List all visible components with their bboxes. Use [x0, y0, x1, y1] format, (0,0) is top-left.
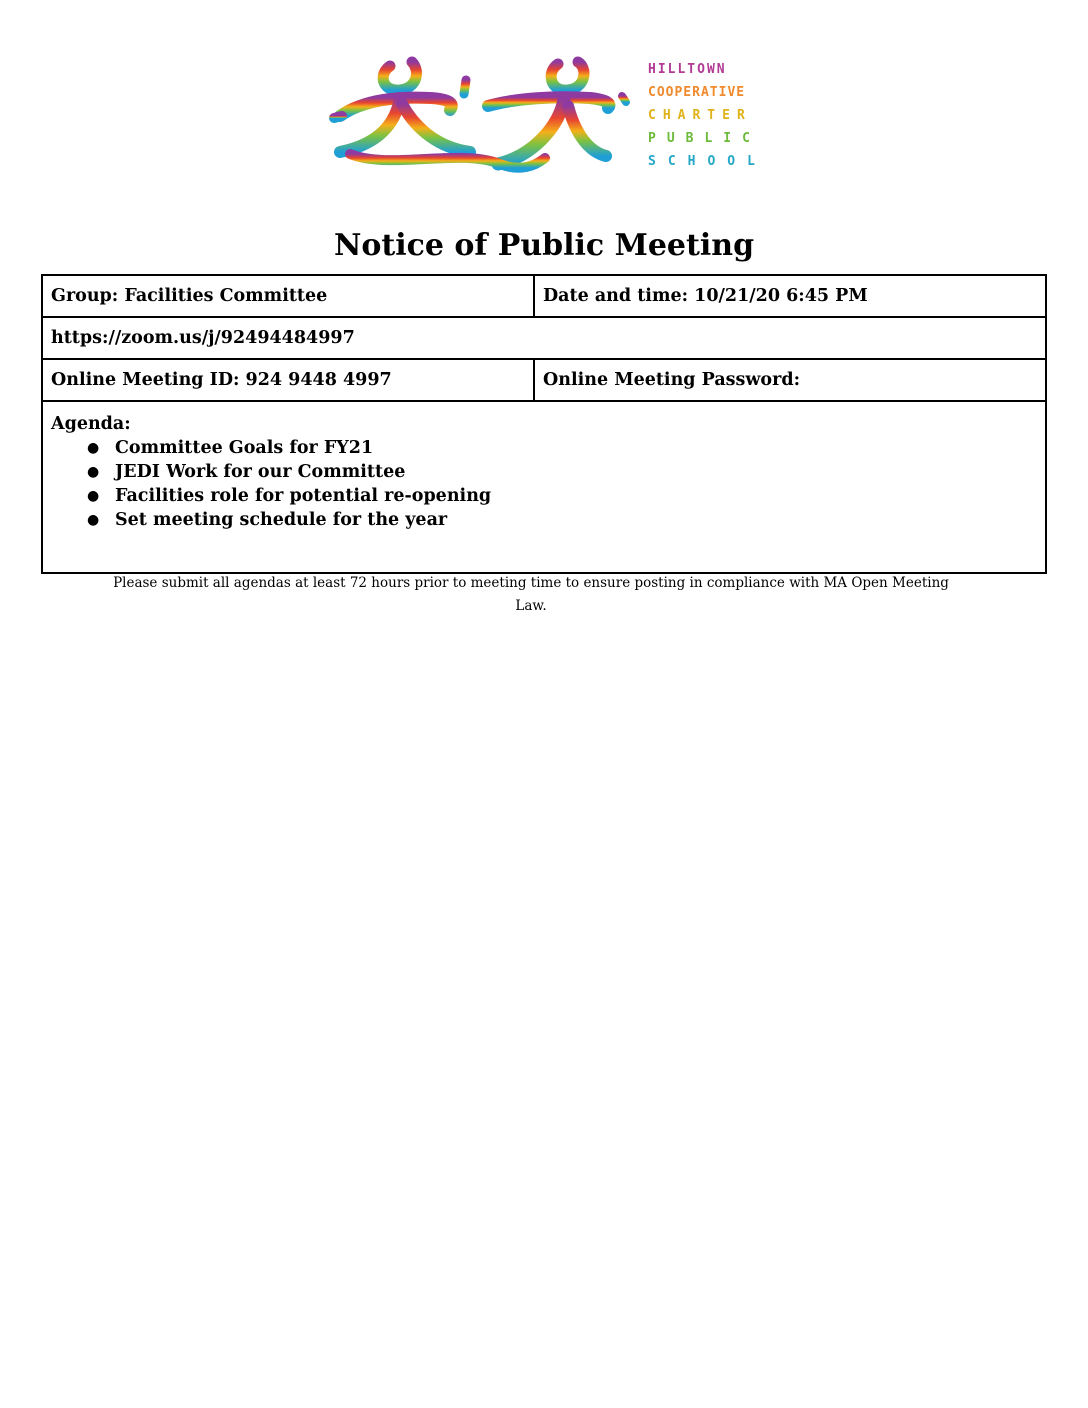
zoom-link[interactable]: https://zoom.us/j/92494484997: [42, 317, 1046, 359]
meeting-details-table: [41, 274, 1047, 574]
table-row: [42, 359, 1046, 401]
page-title: Notice of Public Meeting: [333, 228, 755, 263]
bullet-icon: ●: [87, 440, 100, 456]
agenda-item-text: Facilities role for potential re-opening: [115, 486, 492, 506]
logo-line-charter: CHARTER: [648, 108, 752, 123]
group-cell: Group: Facilities Committee: [42, 275, 534, 317]
meeting-id-cell: Online Meeting ID: 924 9448 4997: [42, 359, 534, 401]
footnote-line: Please submit all agendas at least 72 hours prior to meeting time to ensure posting in compliance with MA Open Meeting: [113, 575, 949, 591]
logo-figures-icon: [320, 52, 640, 182]
bullet-icon: ●: [87, 488, 100, 504]
table-row: [42, 401, 1046, 573]
agenda-item-text: JEDI Work for our Committee: [115, 462, 406, 482]
bullet-icon: ●: [87, 512, 100, 528]
table-row: [42, 275, 1046, 317]
logo-line-public: PUBLIC: [648, 131, 761, 146]
logo-line-school: SCHOOL: [648, 154, 767, 169]
logo-wordmark: [648, 58, 798, 173]
table-row: [42, 317, 1046, 359]
bullet-icon: ●: [87, 464, 100, 480]
school-logo: [320, 52, 790, 182]
datetime-cell: Date and time: 10/21/20 6:45 PM: [534, 275, 1046, 317]
agenda-item: [51, 508, 1037, 532]
agenda-cell: [42, 401, 1046, 573]
footnote-line: Law.: [515, 598, 547, 614]
logo-line-hilltown: HILLTOWN: [648, 62, 727, 77]
compliance-footnote: [100, 572, 962, 618]
meeting-password-cell: Online Meeting Password:: [534, 359, 1046, 401]
agenda-label: Agenda:: [51, 414, 131, 434]
agenda-item-text: Set meeting schedule for the year: [115, 510, 448, 530]
agenda-list: [51, 436, 1037, 532]
agenda-item: [51, 484, 1037, 508]
agenda-item: [51, 460, 1037, 484]
agenda-item-text: Committee Goals for FY21: [115, 438, 374, 458]
logo-line-cooperative: COOPERATIVE: [648, 85, 746, 100]
agenda-item: [51, 436, 1037, 460]
